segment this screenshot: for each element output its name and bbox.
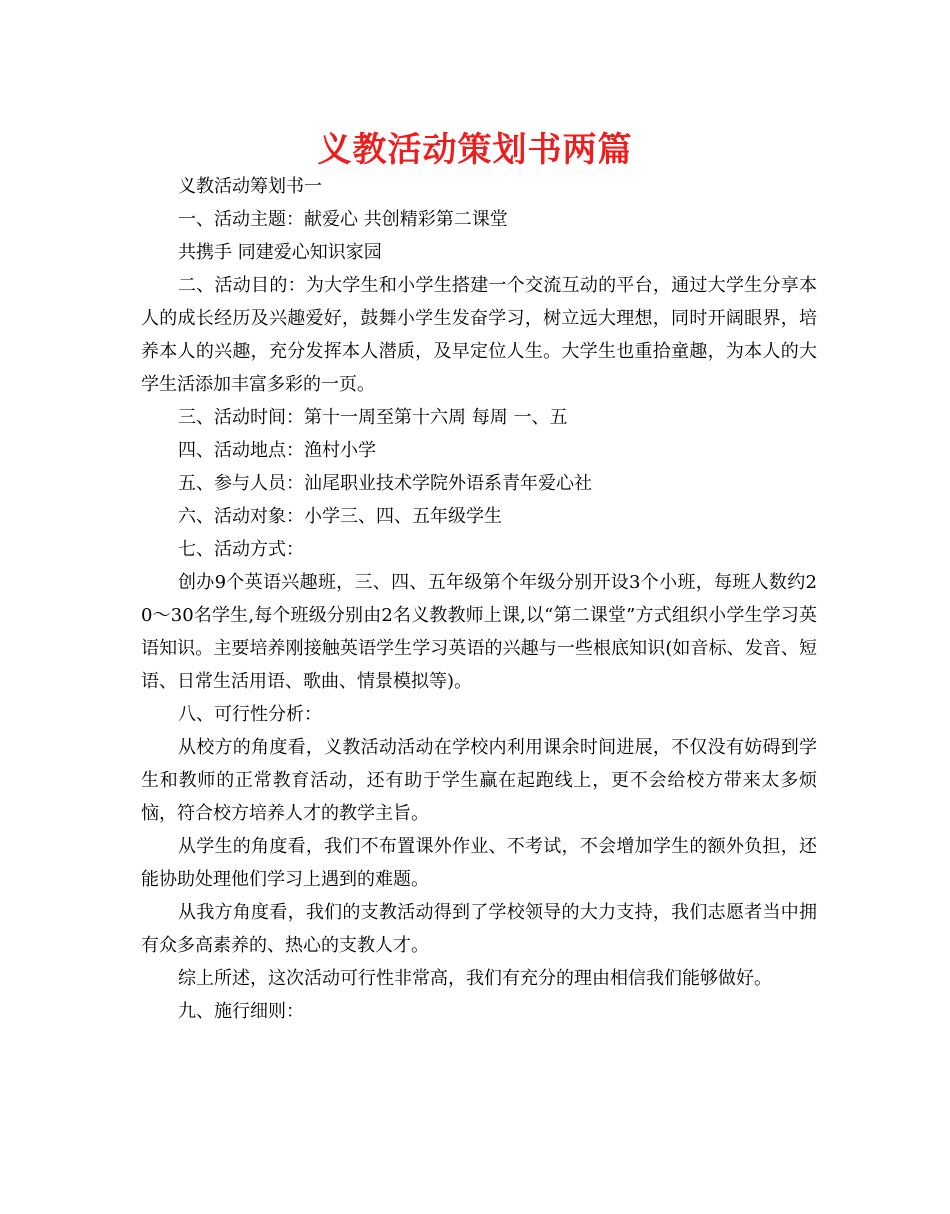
paragraph-purpose: 二、活动目的：为大学生和小学生搭建一个交流互动的平台，通过大学生分享本人的成长经历及兴趣爱好，鼓舞小学生发奋学习，树立远大理想，同时开阔眼界，培养本人的兴趣，充分发挥本人潜质，及早定位人生。大学生也重拾童趣，为本人的大学生活添加丰富多彩的一页。 xyxy=(141,275,817,395)
paragraph-theme: 一、活动主题：献爱心 共创精彩第二课堂 xyxy=(178,209,508,230)
paragraph-feasibility-school: 从校方的角度看，义教活动活动在学校内利用课余时间进展，不仅没有妨碍到学生和教师的正常教育活动，还有助于学生赢在起跑线上，更不会给校方带来太多烦恼，符合校方培养人才的教学主旨。 xyxy=(141,737,817,824)
document-title: 义教活动策划书两篇 xyxy=(317,130,633,170)
paragraph-theme-line2: 共携手 同建爱心知识家园 xyxy=(178,242,382,263)
paragraph-rules-heading: 九、施行细则： xyxy=(178,1001,304,1022)
paragraph-feasibility-students: 从学生的角度看，我们不布置课外作业、不考试，不会增加学生的额外负担，还能协助处理他们学习上遇到的难题。 xyxy=(141,836,817,890)
paragraph-method-heading: 七、活动方式： xyxy=(178,539,304,560)
paragraph-method: 创办9个英语兴趣班，三、四、五年级第个年级分别开设3个小班，每班人数约20～30名学生,每个班级分别由2名义教教师上课,以“第二课堂”方式组织小学生学习英语知识。主要培养刚接触英语学生学习英语的兴趣与一些根底知识(如音标、发音、短语、日常生活用语、歌曲、情景模拟等)。 xyxy=(141,572,817,692)
paragraph-participants: 五、参与人员：汕尾职业技术学院外语系青年爱心社 xyxy=(178,473,592,494)
paragraph-summary: 综上所述，这次活动可行性非常高，我们有充分的理由相信我们能够做好。 xyxy=(178,968,772,989)
paragraph-target: 六、活动对象：小学三、四、五年级学生 xyxy=(178,506,502,527)
paragraph-subtitle: 义教活动筹划书一 xyxy=(178,176,322,197)
document-body xyxy=(141,170,817,1028)
paragraph-location: 四、活动地点：渔村小学 xyxy=(178,440,376,461)
paragraph-feasibility-us: 从我方角度看，我们的支教活动得到了学校领导的大力支持，我们志愿者当中拥有众多高素养的、热心的支教人才。 xyxy=(141,902,817,956)
paragraph-feasibility-heading: 八、可行性分析： xyxy=(178,704,322,725)
paragraph-time: 三、活动时间：第十一周至第十六周 每周 一、五 xyxy=(178,407,568,428)
